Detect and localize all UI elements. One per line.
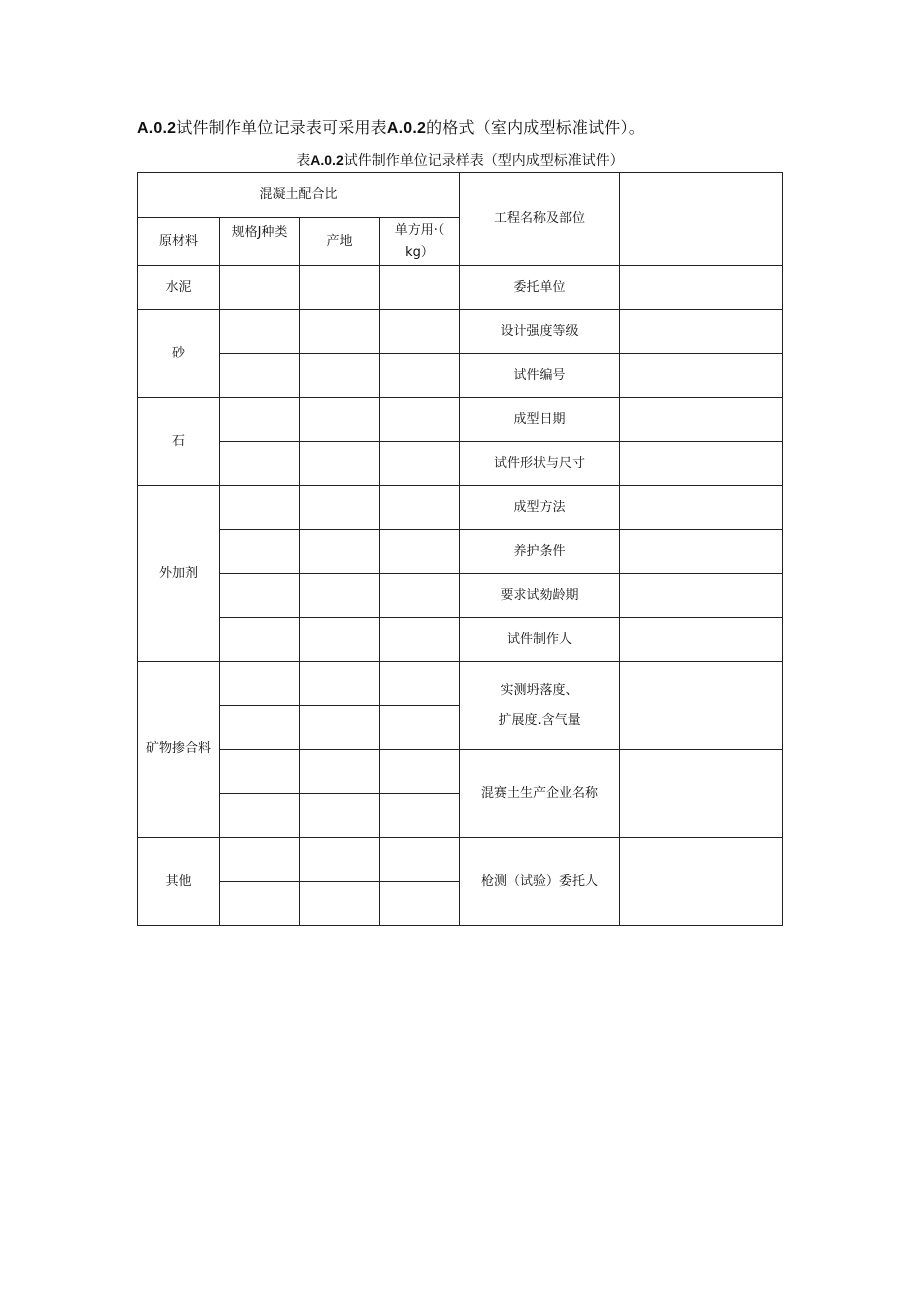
cell-unit-dose[interactable] xyxy=(380,398,460,442)
cell-unit-dose[interactable] xyxy=(380,486,460,530)
value-inspector[interactable] xyxy=(620,838,783,926)
table-caption xyxy=(0,150,920,171)
value-curing[interactable] xyxy=(620,530,783,574)
cell-origin[interactable] xyxy=(300,750,380,794)
cell-spec[interactable] xyxy=(220,838,300,882)
header-unit-dose-line1: 单方用·（ xyxy=(394,222,445,238)
cell-origin[interactable] xyxy=(300,442,380,486)
cell-spec[interactable] xyxy=(220,882,300,926)
material-admixture: 外加剂 xyxy=(138,486,220,662)
cell-origin[interactable] xyxy=(300,618,380,662)
value-test-age[interactable] xyxy=(620,574,783,618)
label-form-method: 成型方法 xyxy=(460,486,620,530)
value-shape-size[interactable] xyxy=(620,442,783,486)
table-ref-code: A.0.2 xyxy=(137,120,177,137)
cell-origin[interactable] xyxy=(300,882,380,926)
cell-spec[interactable] xyxy=(220,706,300,750)
cell-origin[interactable] xyxy=(300,662,380,706)
cell-origin[interactable] xyxy=(300,574,380,618)
intro-text: 的格式（室内成型标准试件）。 xyxy=(426,118,645,137)
intro-text: 试件制作单位记录表可采用表 xyxy=(176,118,387,137)
intro-paragraph xyxy=(137,116,645,141)
caption-prefix: 表 xyxy=(296,153,311,169)
value-project[interactable] xyxy=(620,173,783,266)
label-curing: 养护条件 xyxy=(460,530,620,574)
cell-unit-dose[interactable] xyxy=(380,266,460,310)
cell-unit-dose[interactable] xyxy=(380,662,460,706)
cell-unit-dose[interactable] xyxy=(380,706,460,750)
cell-origin[interactable] xyxy=(300,838,380,882)
cell-spec[interactable] xyxy=(220,398,300,442)
value-strength[interactable] xyxy=(620,310,783,354)
material-other: 其他 xyxy=(138,838,220,926)
label-strength: 设计强度等级 xyxy=(460,310,620,354)
header-spec: 规格J种类 xyxy=(220,218,300,266)
cell-spec[interactable] xyxy=(220,486,300,530)
cell-unit-dose[interactable] xyxy=(380,530,460,574)
cell-unit-dose[interactable] xyxy=(380,882,460,926)
material-stone: 石 xyxy=(138,398,220,486)
label-form-date: 成型日期 xyxy=(460,398,620,442)
header-origin: 产地 xyxy=(300,218,380,266)
header-unit-dose-line2: kg） xyxy=(405,244,434,260)
cell-unit-dose[interactable] xyxy=(380,794,460,838)
mix-ratio-header: 混凝土配合比 xyxy=(138,173,460,218)
value-maker[interactable] xyxy=(620,618,783,662)
cell-origin[interactable] xyxy=(300,706,380,750)
table-ref-code: A.0.2 xyxy=(386,120,427,137)
cell-origin[interactable] xyxy=(300,398,380,442)
cell-unit-dose[interactable] xyxy=(380,442,460,486)
cell-origin[interactable] xyxy=(300,310,380,354)
label-slump xyxy=(460,662,620,750)
header-unit-dose xyxy=(380,218,460,266)
value-form-method[interactable] xyxy=(620,486,783,530)
label-specimen-no: 试件编号 xyxy=(460,354,620,398)
cell-unit-dose[interactable] xyxy=(380,574,460,618)
cell-spec[interactable] xyxy=(220,574,300,618)
cell-origin[interactable] xyxy=(300,530,380,574)
label-project: 工程名称及部位 xyxy=(460,173,620,266)
material-mineral: 矿物掺合料 xyxy=(138,662,220,838)
cell-origin[interactable] xyxy=(300,486,380,530)
label-maker: 试件制作人 xyxy=(460,618,620,662)
cell-unit-dose[interactable] xyxy=(380,838,460,882)
label-shape-size: 试件形状与尺寸 xyxy=(460,442,620,486)
record-table xyxy=(137,172,783,926)
material-cement: 水泥 xyxy=(138,266,220,310)
label-test-age: 要求试劾龄期 xyxy=(460,574,620,618)
cell-spec[interactable] xyxy=(220,530,300,574)
label-client: 委托单位 xyxy=(460,266,620,310)
cell-origin[interactable] xyxy=(300,266,380,310)
value-client[interactable] xyxy=(620,266,783,310)
value-producer[interactable] xyxy=(620,750,783,838)
cell-spec[interactable] xyxy=(220,750,300,794)
cell-unit-dose[interactable] xyxy=(380,310,460,354)
value-form-date[interactable] xyxy=(620,398,783,442)
label-producer: 混赛土生产企业名称 xyxy=(460,750,620,838)
caption-code: A.0.2 xyxy=(310,152,344,168)
cell-spec[interactable] xyxy=(220,310,300,354)
header-material: 原材料 xyxy=(138,218,220,266)
cell-unit-dose[interactable] xyxy=(380,354,460,398)
cell-unit-dose[interactable] xyxy=(380,618,460,662)
cell-origin[interactable] xyxy=(300,354,380,398)
label-inspector: 枪测（试验）委托人 xyxy=(460,838,620,926)
caption-text: 试件制作单位记录样表（型内成型标准试件） xyxy=(343,153,624,169)
label-slump-line2: 扩展度.含气量 xyxy=(498,712,581,728)
material-sand: 砂 xyxy=(138,310,220,398)
cell-unit-dose[interactable] xyxy=(380,750,460,794)
cell-spec[interactable] xyxy=(220,442,300,486)
cell-spec[interactable] xyxy=(220,266,300,310)
value-specimen-no[interactable] xyxy=(620,354,783,398)
cell-spec[interactable] xyxy=(220,794,300,838)
cell-spec[interactable] xyxy=(220,618,300,662)
cell-spec[interactable] xyxy=(220,662,300,706)
value-slump[interactable] xyxy=(620,662,783,750)
cell-spec[interactable] xyxy=(220,354,300,398)
cell-origin[interactable] xyxy=(300,794,380,838)
label-slump-line1: 实测坍落度、 xyxy=(500,682,579,698)
